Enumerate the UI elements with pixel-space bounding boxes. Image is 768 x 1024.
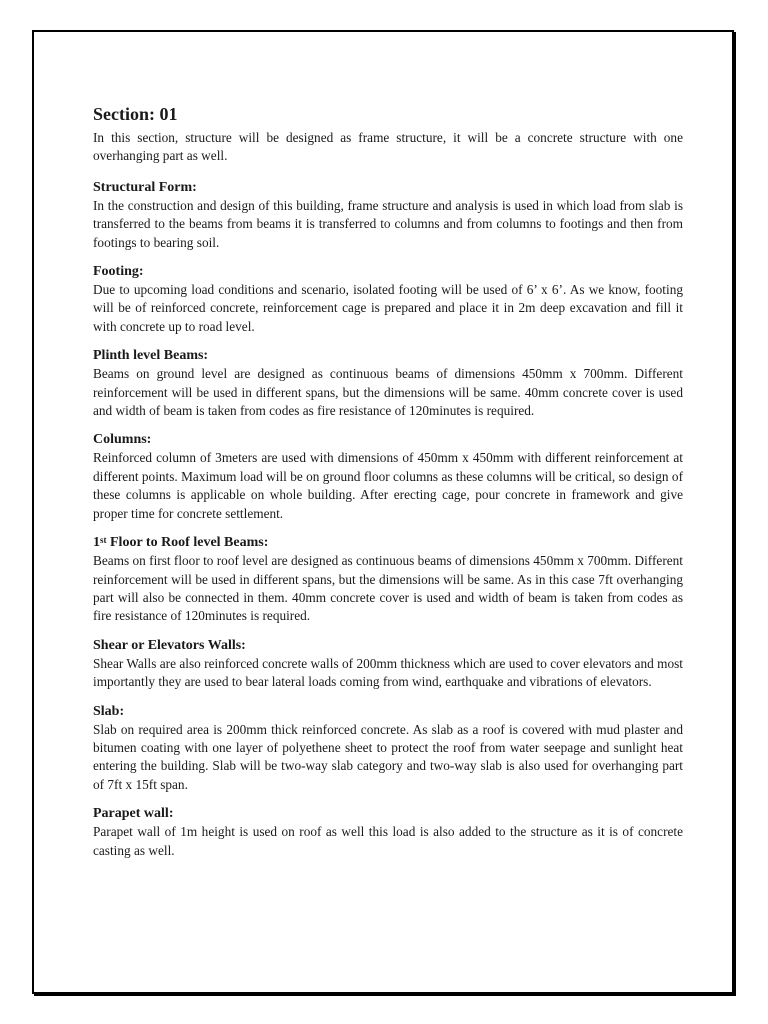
- paragraph-shear-walls: Shear Walls are also reinforced concrete walls of 200mm thickness which are used to cover elevators and most importantly they are used to bear lateral loads coming from wind, earthquake and vibrations of elevators.: [93, 655, 683, 690]
- block-roof-beams: [93, 533, 683, 626]
- heading-slab: Slab:: [93, 703, 125, 719]
- paragraph-slab: Slab on required area is 200mm thick reinforced concrete. As slab as a roof is covered with mud plaster and bitumen coating with one layer of polyethene sheet to protect the roof from water seepage and sunlight heat entering the building. Slab will be two-way slab category and two-way slab is also used for overhanging part of 7ft x 15ft span.: [93, 721, 683, 792]
- block-parapet-wall: [93, 804, 683, 860]
- heading-columns: Columns:: [93, 432, 152, 448]
- section-intro: In this section, structure will be designed as frame structure, it will be a concrete structure with one overhanging part as well.: [93, 130, 683, 164]
- heading-roof-beams-rest: Floor to Roof level Beams:: [106, 535, 269, 551]
- block-plinth-beams: [93, 346, 683, 420]
- heading-roof-beams: [93, 533, 683, 552]
- block-columns: [93, 430, 683, 523]
- section-title: Section: 01: [93, 104, 178, 124]
- document-content: [93, 103, 683, 870]
- heading-footing: Footing:: [93, 264, 144, 280]
- heading-plinth-beams: Plinth level Beams:: [93, 348, 209, 364]
- block-shear-walls: [93, 636, 683, 692]
- heading-roof-beams-sup: st: [100, 535, 107, 546]
- heading-parapet-wall: Parapet wall:: [93, 806, 174, 822]
- heading-structural-form: Structural Form:: [93, 179, 197, 195]
- paragraph-plinth-beams: Beams on ground level are designed as continuous beams of dimensions 450mm x 700mm. Different reinforcement will be used in different spans, but the dimensions will be same. 40mm concrete cover is used and width of beam is taken from codes as fire resistance of 120minutes is required.: [93, 366, 683, 419]
- heading-roof-beams-num: 1: [93, 535, 100, 551]
- block-structural-form: [93, 178, 683, 252]
- paragraph-columns: Reinforced column of 3meters are used with dimensions of 450mm x 450mm with different reinforcement at different points. Maximum load will be on ground floor columns as these columns will be critical, so design of these columns is applicable on whole building. After erecting cage, pour concrete in framework and give proper time for concrete settlement.: [93, 450, 683, 521]
- paragraph-roof-beams: Beams on first floor to roof level are designed as continuous beams of dimensions 450mm x 700mm. Different reinforcement will be used in different spans, but the dimensions will be same. As in this case 7ft overhanging part will also be connected in them. 40mm concrete cover is used and width of beam is taken from codes as fire resistance of 120minutes is required.: [93, 553, 683, 624]
- paragraph-parapet-wall: Parapet wall of 1m height is used on roof as well this load is also added to the structure as it is of concrete casting as well.: [93, 824, 683, 858]
- paragraph-structural-form: In the construction and design of this building, frame structure and analysis is used in which load from slab is transferred to the beams from beams it is transferred to columns and from columns to footings and then from footings to bearing soil.: [93, 197, 683, 250]
- heading-shear-walls: Shear or Elevators Walls:: [93, 637, 246, 653]
- block-footing: [93, 262, 683, 336]
- block-slab: [93, 702, 683, 795]
- paragraph-footing: Due to upcoming load conditions and scenario, isolated footing will be used of 6’ x 6’. As we know, footing will be of reinforced concrete, reinforcement cage is prepared and place it in 2m deep excavation and fill it with concrete up to road level.: [93, 282, 683, 334]
